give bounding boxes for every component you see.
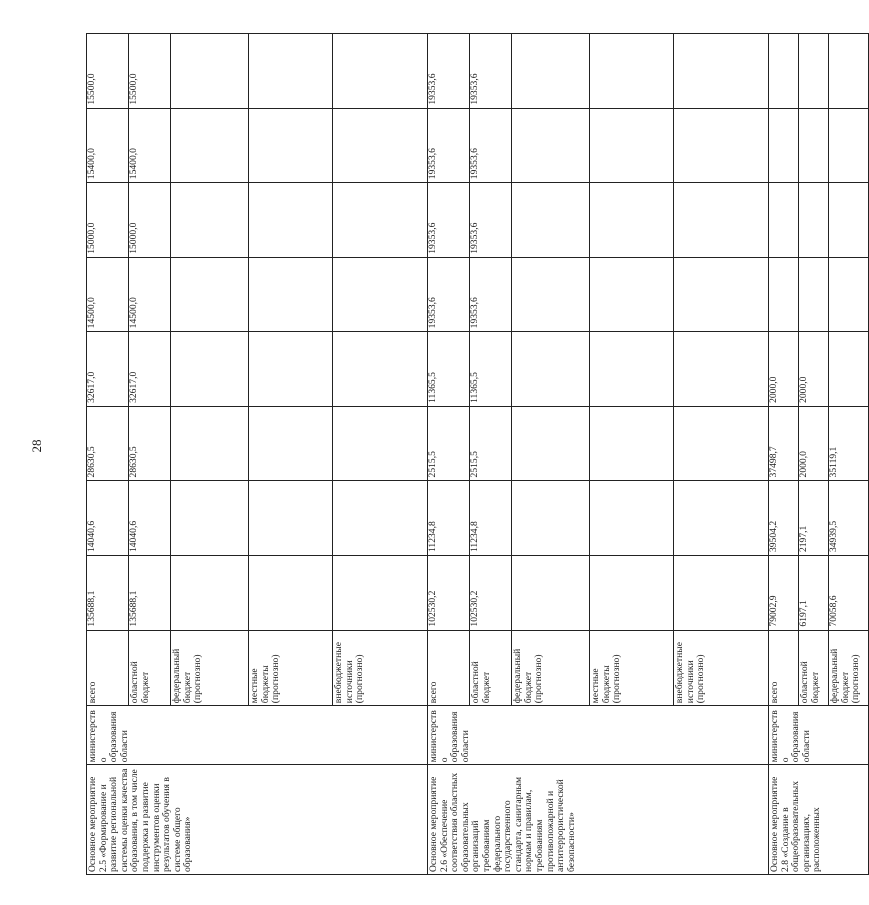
cell-value-y5: 14500,0 bbox=[87, 257, 129, 332]
responsible-executor: министерство образования области bbox=[769, 706, 869, 765]
funding-source: областной бюджет bbox=[799, 630, 829, 706]
funding-source: федеральный бюджет (прогнозно) bbox=[829, 630, 869, 706]
cell-value-y5: 14500,0 bbox=[129, 257, 171, 332]
funding-source: федеральный бюджет (прогнозно) bbox=[171, 630, 249, 706]
cell-value-y7 bbox=[249, 108, 333, 183]
cell-value-y6 bbox=[769, 183, 799, 258]
cell-value-y8 bbox=[799, 34, 829, 109]
cell-value-y1 bbox=[512, 556, 590, 631]
cell-value-y5 bbox=[829, 257, 869, 332]
cell-value-y6 bbox=[799, 183, 829, 258]
activity-name: Основное мероприятие 2.5 «Формирование и развитие региональной системы оценки качества образования, в том числе поддержка и развитие инструментов оценки результатов обучения в системе общего образования» bbox=[87, 765, 428, 875]
cell-value-y6 bbox=[249, 183, 333, 258]
cell-value-y8 bbox=[171, 34, 249, 109]
page-number: 28 bbox=[29, 439, 44, 453]
cell-value-y4 bbox=[674, 332, 769, 407]
cell-value-y2 bbox=[590, 481, 674, 556]
cell-value-y2 bbox=[333, 481, 428, 556]
cell-value-y2: 14040,6 bbox=[87, 481, 129, 556]
cell-value-y3: 35119,1 bbox=[829, 406, 869, 481]
funding-source: областной бюджет bbox=[470, 630, 512, 706]
cell-value-y2: 39504,2 bbox=[769, 481, 799, 556]
table-body bbox=[87, 34, 869, 875]
cell-value-y7: 19353,6 bbox=[470, 108, 512, 183]
cell-value-y7 bbox=[769, 108, 799, 183]
cell-value-y2: 2197,1 bbox=[799, 481, 829, 556]
cell-value-y3: 2000,0 bbox=[799, 406, 829, 481]
cell-value-y2: 11234,8 bbox=[470, 481, 512, 556]
cell-value-y4: 2000,0 bbox=[799, 332, 829, 407]
cell-value-y7: 15400,0 bbox=[129, 108, 171, 183]
cell-value-y2 bbox=[249, 481, 333, 556]
cell-value-y6: 19353,6 bbox=[470, 183, 512, 258]
cell-value-y7: 19353,6 bbox=[428, 108, 470, 183]
cell-value-y5 bbox=[333, 257, 428, 332]
cell-value-y3 bbox=[333, 406, 428, 481]
cell-value-y5: 19353,6 bbox=[470, 257, 512, 332]
cell-value-y5 bbox=[171, 257, 249, 332]
cell-value-y8 bbox=[512, 34, 590, 109]
cell-value-y7 bbox=[674, 108, 769, 183]
cell-value-y1 bbox=[333, 556, 428, 631]
cell-value-y7 bbox=[829, 108, 869, 183]
funding-source: всего bbox=[428, 630, 470, 706]
cell-value-y6 bbox=[512, 183, 590, 258]
cell-value-y1: 135688,1 bbox=[129, 556, 171, 631]
cell-value-y1: 102530,2 bbox=[470, 556, 512, 631]
cell-value-y3: 28630,5 bbox=[129, 406, 171, 481]
cell-value-y1: 102530,2 bbox=[428, 556, 470, 631]
cell-value-y8: 15500,0 bbox=[129, 34, 171, 109]
funding-source: всего bbox=[769, 630, 799, 706]
cell-value-y4: 32617,0 bbox=[87, 332, 129, 407]
cell-value-y1: 135688,1 bbox=[87, 556, 129, 631]
cell-value-y2: 34939,5 bbox=[829, 481, 869, 556]
cell-value-y4: 11365,5 bbox=[428, 332, 470, 407]
funding-source: местные бюджеты (прогнозно) bbox=[590, 630, 674, 706]
cell-value-y4 bbox=[333, 332, 428, 407]
cell-value-y8 bbox=[333, 34, 428, 109]
cell-value-y5 bbox=[799, 257, 829, 332]
cell-value-y8 bbox=[590, 34, 674, 109]
cell-value-y7 bbox=[171, 108, 249, 183]
cell-value-y2 bbox=[512, 481, 590, 556]
cell-value-y4 bbox=[512, 332, 590, 407]
cell-value-y4 bbox=[590, 332, 674, 407]
cell-value-y3 bbox=[171, 406, 249, 481]
cell-value-y5 bbox=[674, 257, 769, 332]
cell-value-y8 bbox=[249, 34, 333, 109]
cell-value-y8: 15500,0 bbox=[87, 34, 129, 109]
funding-source: федеральный бюджет (прогнозно) bbox=[512, 630, 590, 706]
cell-value-y4: 32617,0 bbox=[129, 332, 171, 407]
funding-source: внебюджетные источники (прогнозно) bbox=[674, 630, 769, 706]
cell-value-y1: 6197,1 bbox=[799, 556, 829, 631]
cell-value-y6 bbox=[590, 183, 674, 258]
cell-value-y3: 2515,5 bbox=[428, 406, 470, 481]
cell-value-y6 bbox=[171, 183, 249, 258]
cell-value-y5 bbox=[590, 257, 674, 332]
budget-table bbox=[86, 33, 869, 875]
funding-source: областной бюджет bbox=[129, 630, 171, 706]
cell-value-y7 bbox=[799, 108, 829, 183]
cell-value-y5 bbox=[512, 257, 590, 332]
cell-value-y6 bbox=[333, 183, 428, 258]
cell-value-y3 bbox=[512, 406, 590, 481]
cell-value-y4: 11365,5 bbox=[470, 332, 512, 407]
funding-source: местные бюджеты (прогнозно) bbox=[249, 630, 333, 706]
cell-value-y3 bbox=[590, 406, 674, 481]
cell-value-y5 bbox=[769, 257, 799, 332]
rotated-table-container bbox=[86, 33, 862, 875]
cell-value-y4: 2000,0 bbox=[769, 332, 799, 407]
table-row bbox=[769, 34, 799, 875]
cell-value-y4 bbox=[249, 332, 333, 407]
cell-value-y7 bbox=[512, 108, 590, 183]
cell-value-y3: 37498,7 bbox=[769, 406, 799, 481]
cell-value-y5: 19353,6 bbox=[428, 257, 470, 332]
cell-value-y7 bbox=[333, 108, 428, 183]
cell-value-y6 bbox=[829, 183, 869, 258]
cell-value-y4 bbox=[829, 332, 869, 407]
table-row bbox=[428, 34, 470, 875]
table-row bbox=[87, 34, 129, 875]
responsible-executor: министерство образования области bbox=[428, 706, 769, 765]
cell-value-y3 bbox=[674, 406, 769, 481]
responsible-executor: министерство образования области bbox=[87, 706, 428, 765]
activity-name: Основное мероприятие 2.8 «Создание в общеобразовательных организациях, расположенных bbox=[769, 765, 869, 875]
cell-value-y8: 19353,6 bbox=[470, 34, 512, 109]
activity-name: Основное мероприятие 2.6 «Обеспечение соответствия областных образовательных организаций требованиям федерального государственного стандарта, санитарным нормам и правилам, требованиям противопожарной и антитеррористической безопасности» bbox=[428, 765, 769, 875]
cell-value-y1: 79002,9 bbox=[769, 556, 799, 631]
cell-value-y4 bbox=[171, 332, 249, 407]
cell-value-y7: 15400,0 bbox=[87, 108, 129, 183]
cell-value-y3 bbox=[249, 406, 333, 481]
cell-value-y3: 2515,5 bbox=[470, 406, 512, 481]
cell-value-y2: 11234,8 bbox=[428, 481, 470, 556]
cell-value-y3: 28630,5 bbox=[87, 406, 129, 481]
cell-value-y1 bbox=[171, 556, 249, 631]
cell-value-y1 bbox=[249, 556, 333, 631]
cell-value-y2: 14040,6 bbox=[129, 481, 171, 556]
cell-value-y1 bbox=[590, 556, 674, 631]
cell-value-y2 bbox=[674, 481, 769, 556]
funding-source: внебюджетные источники (прогнозно) bbox=[333, 630, 428, 706]
funding-source: всего bbox=[87, 630, 129, 706]
cell-value-y6: 19353,6 bbox=[428, 183, 470, 258]
cell-value-y8 bbox=[829, 34, 869, 109]
cell-value-y7 bbox=[590, 108, 674, 183]
cell-value-y6: 15000,0 bbox=[87, 183, 129, 258]
cell-value-y1 bbox=[674, 556, 769, 631]
cell-value-y8 bbox=[769, 34, 799, 109]
cell-value-y8: 19353,6 bbox=[428, 34, 470, 109]
cell-value-y2 bbox=[171, 481, 249, 556]
cell-value-y1: 70058,6 bbox=[829, 556, 869, 631]
cell-value-y8 bbox=[674, 34, 769, 109]
cell-value-y6: 15000,0 bbox=[129, 183, 171, 258]
cell-value-y5 bbox=[249, 257, 333, 332]
cell-value-y6 bbox=[674, 183, 769, 258]
